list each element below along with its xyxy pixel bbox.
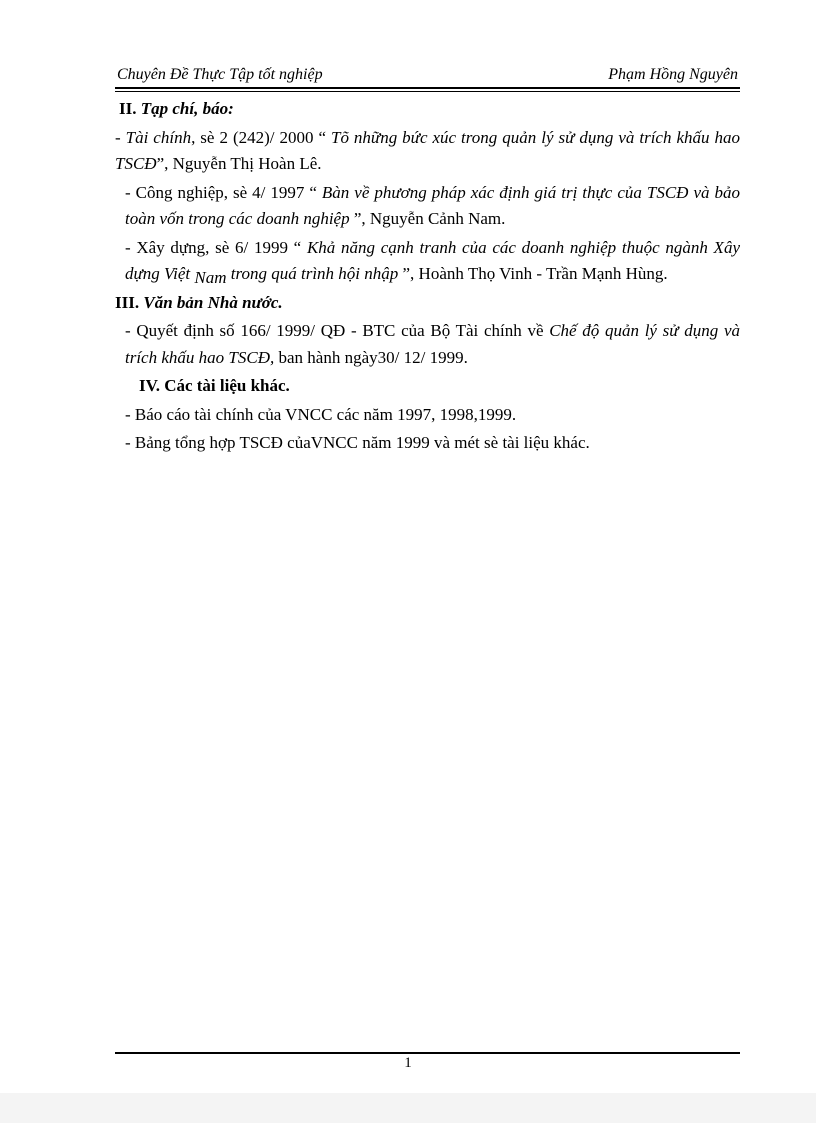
reference-title: Chế độ quản lý sử dụng và trích khấu hao TSCĐ,: [125, 321, 741, 367]
reference-item: [115, 318, 740, 371]
section-number: III.: [115, 292, 140, 312]
reference-issue: , sè 2 (242)/ 2000 “: [191, 127, 331, 147]
reference-title: Khả năng cạnh tranh của các doanh nghiệp thuộc ngành Xây dựng Việt: [125, 237, 740, 283]
reference-title-nam: Nam: [194, 268, 227, 287]
footer-rule: [115, 1052, 740, 1054]
page-bottom-edge: [0, 1093, 816, 1123]
reference-source: - Xây dựng, sè 6/ 1999 “: [125, 237, 307, 257]
reference-title-end: trong quá trình hội nhập: [226, 264, 399, 283]
reference-title: Bàn về phương pháp xác định giá trị thực của TSCĐ và bảo toàn vốn trong các doanh nghiệp: [125, 182, 740, 228]
section-title: Tạp chí, báo:: [140, 99, 234, 118]
page-header: [115, 64, 740, 88]
page-number: 1: [404, 1055, 412, 1071]
section-title: Văn bản Nhà nước.: [143, 292, 283, 312]
header-rule-thin: [115, 91, 740, 92]
reference-lead: - Quyết định số 166/ 1999/ QĐ - BTC của Bộ Tài chính về: [125, 321, 550, 340]
reference-tail: ban hành ngày30/ 12/ 1999.: [274, 347, 468, 367]
section-heading-state-documents: [115, 290, 740, 317]
section-number: II.: [119, 99, 137, 118]
reference-item: - Bảng tổng hợp TSCĐ củaVNCC năm 1999 và mét sè tài liệu khác.: [125, 433, 590, 452]
section-title: IV. Các tài liệu khác.: [139, 376, 290, 395]
reference-item: [115, 180, 740, 233]
header-title: Chuyên Đề Thực Tập tốt nghiệp: [117, 66, 323, 83]
section-heading-journals: [115, 96, 740, 123]
reference-author: ”, Nguyễn Thị Hoàn Lê.: [156, 154, 322, 173]
section-heading-other-documents: [115, 373, 740, 400]
reference-source: - Công nghiệp, sè 4/ 1997 “: [125, 182, 322, 202]
reference-author: ”, Hoành Thọ Vinh - Trần Mạnh Hùng.: [398, 264, 668, 283]
reference-item: [115, 125, 740, 178]
header-author: Phạm Hồng Nguyên: [608, 66, 738, 83]
reference-title: Tõ những bức xúc trong quản lý sử dụng và trích khấu hao TSCĐ: [115, 127, 740, 173]
header-rule: [115, 87, 740, 89]
reference-source: - Tài chính: [115, 127, 192, 147]
reference-author: ”, Nguyễn Cảnh Nam.: [349, 209, 506, 228]
reference-item: [115, 235, 740, 288]
reference-item: - Báo cáo tài chính của VNCC các năm 1997, 1998,1999.: [125, 404, 517, 424]
references-body: [115, 96, 740, 457]
